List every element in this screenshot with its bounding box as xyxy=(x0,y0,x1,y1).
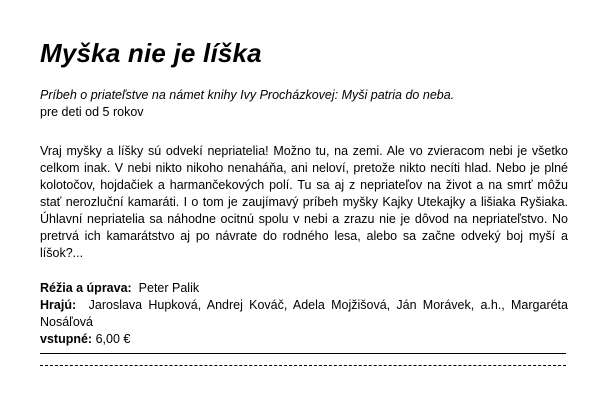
cast-label: Hrajú: xyxy=(40,298,77,312)
story-paragraph: Vraj myšky a líšky sú odvekí nepriatelia! Možno tu, na zemi. Ale vo zvieracom nebi je všetko celkom inak. V nebi nikto nikoho nenaháňa, ani neloví, pretože nikto necíti hlad. Nebo je plné kolotočov, hojdačiek a harmančekových polí. Tu sa aj z nepriateľov na život a na smrť môžu stať nerozluční kamaráti. I o tom je zaujímavý príbeh myšky Kajky Utekajky a lišiaka Ryšiaka. Úhlavní nepriatelia sa náhodne ocitnú spolu v nebi a zrazu nie je dôvod na nepriateľstvo. No pretrvá ich kamarátstvo aj po návrate do rodného lesa, alebo sa začne odveký boj myší a líšok?... xyxy=(40,144,568,260)
cast-value: Jaroslava Hupková, Andrej Kováč, Adela Mojžišová, Ján Morávek, a.h., Margaréta Nosáľová xyxy=(40,298,568,329)
solid-divider xyxy=(40,353,566,354)
subtitle: Príbeh o priateľstve na námet knihy Ivy Procházkovej: Myši patria do neba. xyxy=(40,88,455,102)
direction-label: Réžia a úprava: xyxy=(40,281,132,295)
age-recommendation: pre deti od 5 rokov xyxy=(40,105,144,119)
direction-line xyxy=(40,280,568,297)
document-page xyxy=(40,36,568,366)
page-title: Myška nie je líška xyxy=(40,38,262,68)
dashed-divider xyxy=(40,365,566,366)
credits-block xyxy=(40,280,568,348)
price-line xyxy=(40,331,568,348)
price-label: vstupné: xyxy=(40,332,93,346)
direction-value: Peter Palik xyxy=(138,281,200,295)
cast-line xyxy=(40,297,568,331)
price-value: 6,00 € xyxy=(95,332,131,346)
